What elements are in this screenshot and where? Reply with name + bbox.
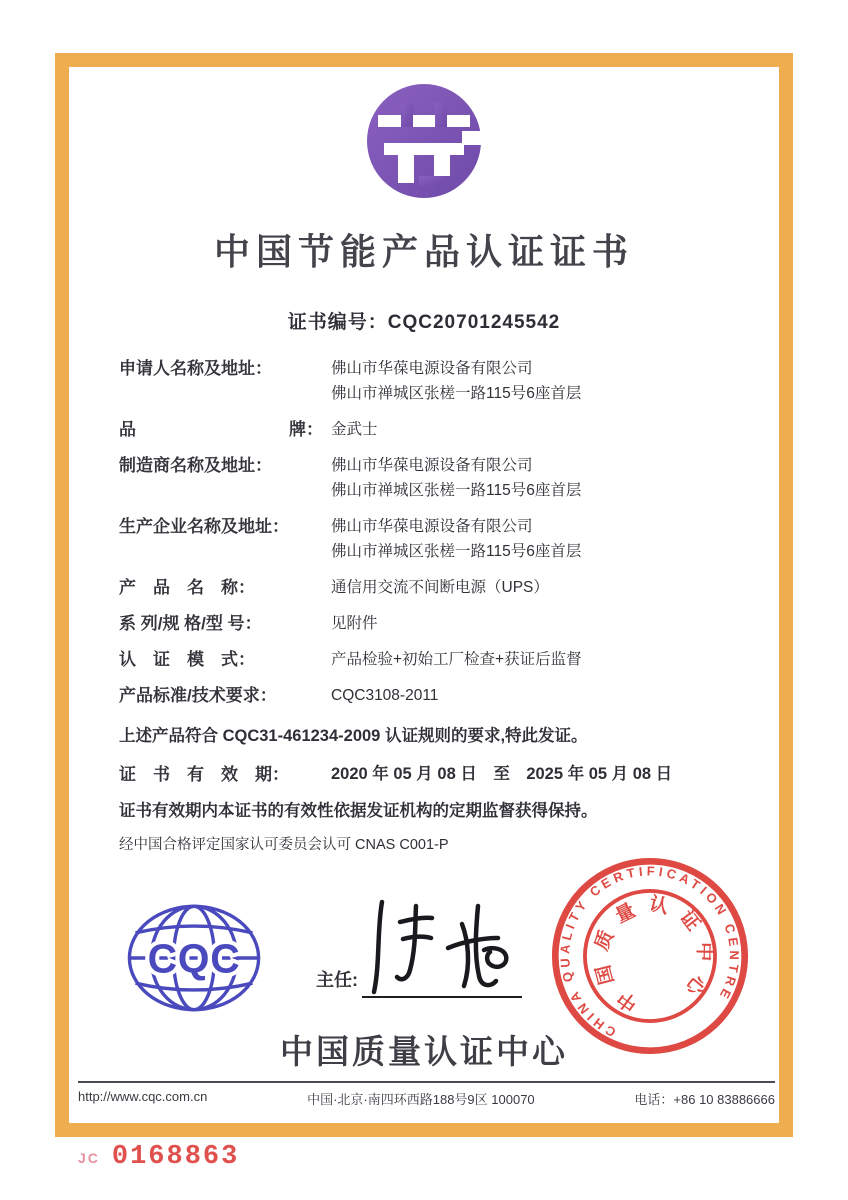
serial-number-block xyxy=(78,1142,239,1172)
field-label: 系 列/规 格/型 号： xyxy=(119,614,262,633)
accreditation-statement: 经中国合格评定国家认可委员会认可 CNAS C001-P xyxy=(119,837,449,853)
field-label: 认 证 模 式： xyxy=(119,650,255,669)
validity-row xyxy=(69,760,779,785)
field-label: 制造商名称及地址： xyxy=(119,456,272,475)
field-label: 产 品 名 称： xyxy=(119,578,255,597)
maintenance-statement: 证书有效期内本证书的有效性依据发证机构的定期监督获得保持。 xyxy=(119,802,598,820)
footer-phone: 电话：+86 10 83886666 xyxy=(634,1092,775,1107)
field-label: 申请人名称及地址： xyxy=(119,359,272,378)
field-label: 品 牌： xyxy=(119,420,323,439)
field-row-factory xyxy=(69,514,779,564)
field-value: 佛山市华葆电源设备有限公司 佛山市禅城区张槎一路115号6座首层 xyxy=(331,518,582,560)
field-value: 佛山市华葆电源设备有限公司 佛山市禅城区张槎一路115号6座首层 xyxy=(331,360,582,402)
energy-saving-logo-icon xyxy=(364,81,484,201)
field-row-product-standard xyxy=(69,683,779,708)
field-value: 产品检验+初始工厂检查+获证后监督 xyxy=(331,651,582,668)
seal-inner-text: 中国质量认证中心 xyxy=(590,893,715,1015)
field-value: 见附件 xyxy=(331,615,378,632)
fields-table xyxy=(69,356,779,708)
field-row-certification-mode xyxy=(69,647,779,672)
field-row-brand xyxy=(69,417,779,442)
serial-number: 0168863 xyxy=(111,1142,240,1172)
energy-saving-logo-wrap xyxy=(69,81,779,206)
field-label: 产品标准/技术要求： xyxy=(119,686,277,705)
field-row-applicant xyxy=(69,356,779,406)
field-row-product-name xyxy=(69,575,779,600)
director-label: 主任: xyxy=(316,970,358,990)
validity-dates: 2020 年 05 月 08 日 至 2025 年 05 月 08 日 xyxy=(331,765,673,783)
validity-label: 证 书 有 效 期： xyxy=(119,765,289,784)
footer xyxy=(78,1089,775,1108)
certificate-number: 证书编号：CQC20701245542 xyxy=(287,312,561,333)
field-value: CQC3108-2011 xyxy=(331,687,439,704)
field-row-series-model xyxy=(69,611,779,636)
cqc-globe-logo-icon xyxy=(126,900,262,1016)
issuer-title: 中国质量认证中心 xyxy=(280,1033,568,1070)
field-label: 生产企业名称及地址： xyxy=(119,517,289,536)
field-value: 通信用交流不间断电源（UPS） xyxy=(331,579,549,596)
field-value: 佛山市华葆电源设备有限公司 佛山市禅城区张槎一路115号6座首层 xyxy=(331,457,582,499)
footer-address: 中国·北京·南四环西路188号9区 100070 xyxy=(307,1092,535,1107)
footer-website: http://www.cqc.com.cn xyxy=(78,1089,208,1104)
seal-ring-text: CHINA QUALITY CERTIFICATION CENTRE xyxy=(557,863,743,1040)
footer-divider xyxy=(78,1081,775,1083)
field-row-manufacturer xyxy=(69,453,779,503)
conformity-statement: 上述产品符合 CQC31-461234-2009 认证规则的要求,特此发证。 xyxy=(119,727,588,745)
field-value: 金武士 xyxy=(331,421,378,438)
certificate-title: 中国节能产品认证证书 xyxy=(213,231,634,272)
serial-prefix: JC xyxy=(78,1150,100,1166)
director-signature xyxy=(366,892,536,1002)
cqc-logo-text: CQC xyxy=(147,935,241,982)
